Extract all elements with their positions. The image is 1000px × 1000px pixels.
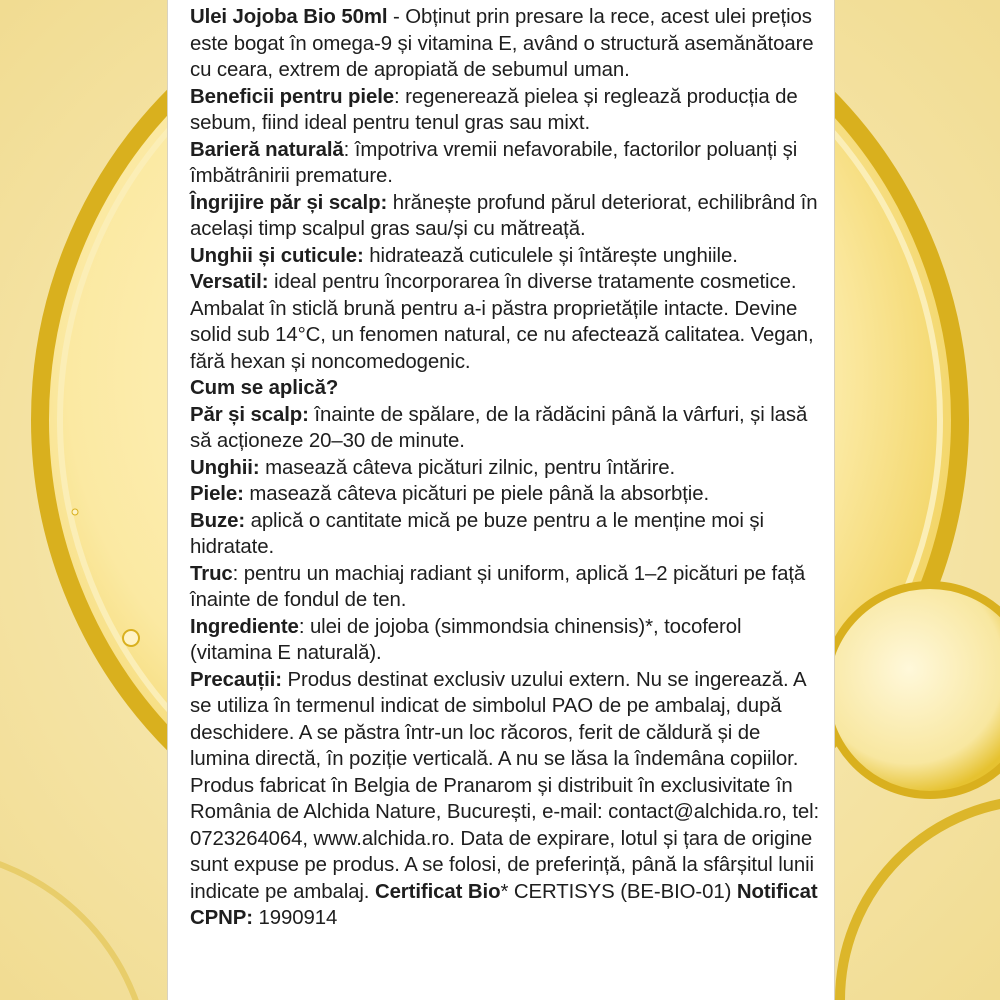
usage-text: înainte de spălare, de la rădăcini până la vârfuri, și lasă să acționeze 20–30 de minute. — [190, 403, 808, 452]
section-label: Îngrijire păr și scalp: — [190, 191, 388, 214]
section-text: hidratează cuticulele și întărește unghiile. — [363, 244, 738, 267]
usage-text: masează câteva picături zilnic, pentru întărire. — [259, 456, 676, 479]
how-to-title: Cum se aplică? — [190, 377, 339, 399]
precautions-label: Precauții: — [190, 668, 282, 691]
cpnp-label: Notificat CPNP: — [190, 880, 818, 929]
usage-hair — [190, 402, 824, 455]
section-text: hrănește profund părul deteriorat, echilibrând în același timp scalpul gras sau/și cu mătreață. — [190, 191, 818, 240]
usage-label: Păr și scalp: — [190, 403, 309, 426]
usage-nails — [190, 455, 824, 482]
usage-label: Piele: — [190, 483, 244, 505]
usage-text: masează câteva picături pe piele până la absorbție. — [243, 483, 710, 505]
usage-text: : ulei de jojoba (simmondsia chinensis)*, tocoferol (vitamina E naturală). — [190, 615, 742, 664]
usage-text: : pentru un machiaj radiant și uniform, aplică 1–2 picături pe față înainte de fondul de ten. — [190, 562, 806, 611]
intro-text: - Obținut prin presare la rece, acest ulei prețios este bogat în omega-9 și vitamina E, având o structură asemănătoare cu ceara, extrem de apropiată de sebumul uman. — [190, 6, 814, 81]
tiny-droplet-2 — [72, 509, 78, 515]
product-title: Ulei Jojoba Bio 50ml — [190, 6, 388, 28]
usage-text: aplică o cantitate mică pe buze pentru a le menține moi și hidratate. — [190, 509, 764, 558]
usage-ingredients — [190, 614, 824, 667]
usage-label: Unghii: — [190, 456, 260, 479]
section-label: Unghii și cuticule: — [190, 244, 364, 267]
usage-label: Buze: — [190, 509, 246, 532]
section-versatile — [190, 269, 824, 375]
section-nails — [190, 243, 824, 270]
section-label: Barieră naturală — [190, 138, 344, 161]
section-hair-care — [190, 190, 824, 243]
usage-label: Ingrediente — [190, 615, 299, 638]
product-description-panel — [167, 0, 835, 1000]
section-barrier — [190, 137, 824, 190]
precautions-paragraph — [190, 667, 824, 932]
certification-text: * CERTISYS (BE-BIO-01) — [500, 880, 737, 903]
intro-paragraph — [190, 4, 824, 84]
section-text: : regenerează pielea și reglează producția de sebum, fiind ideal pentru tenul gras sau mixt. — [190, 85, 798, 134]
precautions-text: Produs destinat exclusiv uzului extern. Nu se ingerează. A se utiliza în termenul indicat de simbolul PAO de pe ambalaj, după deschidere. A se păstra într-un loc răcoros, ferit de căldură și de lumina directă, în poziție verticală. A nu se lăsa la îndemâna copiilor. Produs fabricat în Belgia de Pranarom și distribuit în exclusivitate în România de Alchida Nature, București, e-mail: contact@alchida.ro, tel: 0723264064, www.alchida.ro. Data de expirare, lotul și țara de origine sunt expuse pe produs. A se folosi, de preferință, până la sfârșitul lunii indicate pe ambalaj. — [190, 668, 820, 903]
section-label: Beneficii pentru piele — [190, 85, 395, 108]
usage-label: Truc — [190, 562, 233, 585]
section-text: ideal pentru încorporarea în diverse tratamente cosmetice. Ambalat în sticlă brună pentru a-i păstra proprietățile intacte. Devine solid sub 14°C, un fenomen natural, ce nu afectează calitatea. Vegan, fără hexan și noncomedogenic. — [190, 271, 814, 373]
right-oil-bubble — [825, 585, 1000, 795]
section-benefits — [190, 84, 824, 137]
usage-skin — [190, 481, 824, 508]
usage-lips — [190, 508, 824, 561]
usage-trick — [190, 561, 824, 614]
how-to-heading — [190, 375, 824, 402]
tiny-droplet — [123, 630, 139, 646]
certification-label: Certificat Bio — [374, 880, 501, 903]
cpnp-value: 1990914 — [252, 907, 338, 929]
section-text: : împotriva vremii nefavorabile, factorilor poluanți și îmbătrânirii premature. — [190, 138, 798, 187]
section-label: Versatil: — [190, 271, 269, 293]
